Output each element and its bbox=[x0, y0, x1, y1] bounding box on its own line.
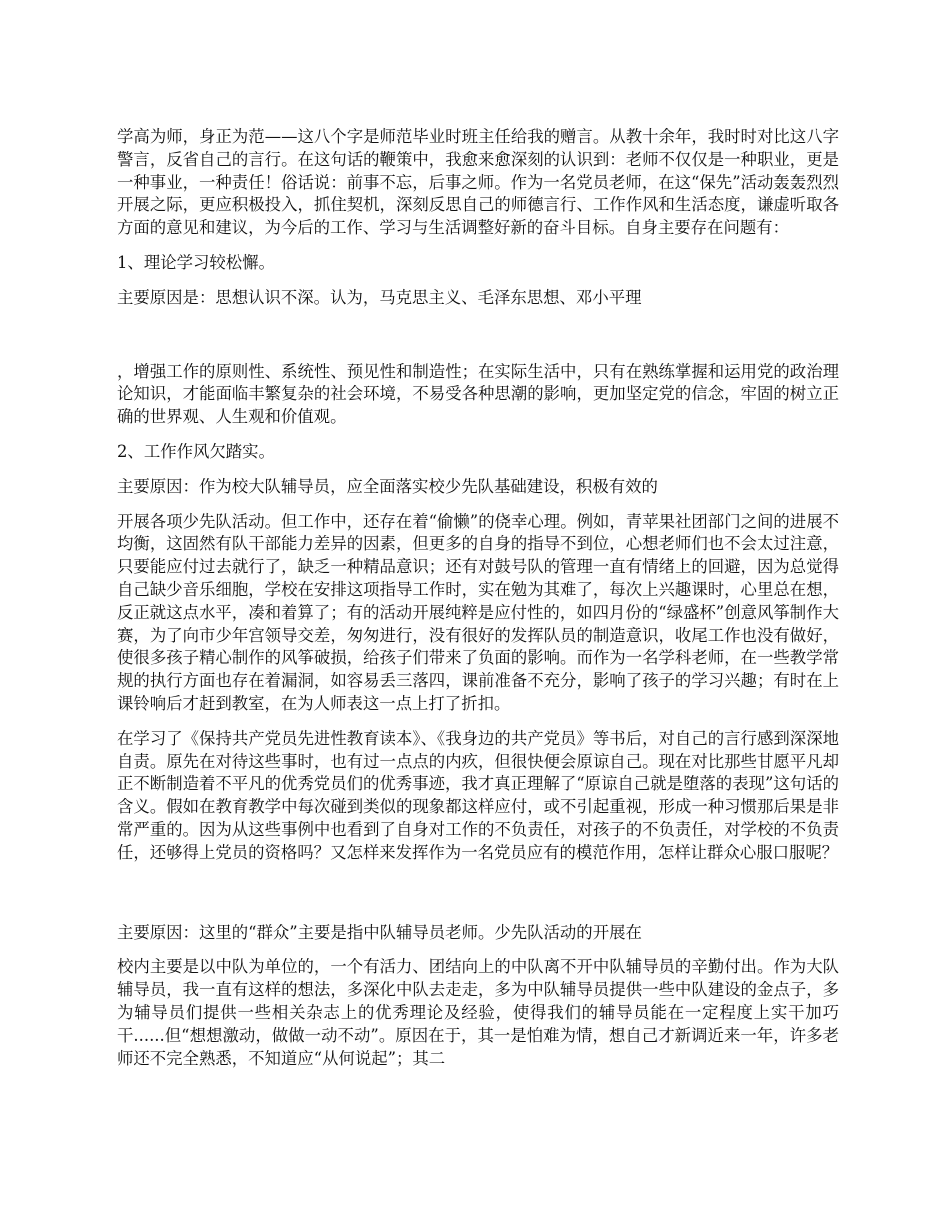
issue-3-details: 校内主要是以中队为单位的，一个有活力、团结向上的中队离不开中队辅导员的辛勤付出。作为大队辅导员，我一直有这样的想法，多深化中队去走走，多为中队辅导员提供一些中队建设的金点子，多为辅导员们提供一些相关杂志上的优秀理论及经验，使得我们的辅导员能在一定程度上实干加巧干......但“想想激动，做做一动不动”。原因在于，其一是怕难为情，想自己才新调近来一年，许多老师还不完全熟悉，不知道应“从何说起”；其二 bbox=[117, 957, 839, 1068]
intro-paragraph: 学高为师，身正为范——这八个字是师范毕业时班主任给我的赠言。从教十余年，我时时对比这八字警言，反省自己的言行。在这句话的鞭策中，我愈来愈深刻的认识到：老师不仅仅是一种职业，更是一种事业，一种责任！俗话说：前事不忘，后事之师。作为一名党员老师，在这“保先”活动轰轰烈烈开展之际，更应积极投入，抓住契机，深刻反思自己的师德言行、工作作风和生活态度，谦虚听取各方面的意见和建议，为今后的工作、学习与生活调整好新的奋斗目标。自身主要存在问题有： bbox=[117, 127, 839, 238]
issue-1-reason: 主要原因是：思想认识不深。认为，马克思主义、毛泽东思想、邓小平理 bbox=[117, 287, 642, 307]
issue-2-reason: 主要原因：作为校大队辅导员，应全面落实校少先队基础建设，积极有效的 bbox=[117, 476, 658, 496]
issue-2-heading: 2、工作作风欠踏实。 bbox=[117, 441, 275, 461]
issue-1-heading: 1、理论学习较松懈。 bbox=[117, 252, 275, 272]
document-page bbox=[117, 126, 839, 1082]
issue-1-continuation: ，增强工作的原则性、系统性、预见性和制造性；在实际生活中，只有在熟练掌握和运用党的政治理论知识，才能面临丰繁复杂的社会环境，不易受各种思潮的影响，更加坚定党的信念，牢固的树立正确的世界观、人生观和价值观。 bbox=[117, 361, 839, 427]
reflection-paragraph: 在学习了《保持共产党员先进性教育读本》、《我身边的共产党员》等书后，对自己的言行感到深深地自责。原先在对待这些事时，也有过一点点的内疚，但很快便会原谅自己。现在对比那些甘愿平凡却正不断制造着不平凡的优秀党员们的优秀事迹，我才真正理解了“原谅自己就是堕落的表现”这句话的含义。假如在教育教学中每次碰到类似的现象都这样应付，或不引起重视，形成一种习惯那后果是非常严重的。因为从这些事例中也看到了自身对工作的不负责任，对孩子的不负责任，对学校的不负责任，还够得上党员的资格吗？又怎样来发挥作为一名党员应有的模范作用，怎样让群众心服口服呢？ bbox=[117, 728, 839, 862]
issue-3-reason: 主要原因：这里的“群众”主要是指中队辅导员老师。少先队活动的开展在 bbox=[117, 922, 642, 942]
issue-2-details: 开展各项少先队活动。但工作中，还存在着“偷懒”的侥幸心理。例如，青苹果社团部门之间的进展不均衡，这固然有队干部能力差异的因素，但更多的自身的指导不到位，心想老师们也不会太过注意，只要能应付过去就行了，缺乏一种精品意识；还有对鼓号队的管理一直有情绪上的回避，因为总觉得自己缺少音乐细胞，学校在安排这项指导工作时，实在勉为其难了，每次上兴趣课时，心里总在想，反正就这点水平，凑和着算了；有的活动开展纯粹是应付性的，如四月份的“绿盛杯”创意风筝制作大赛，为了向市少年宫领导交差，匆匆进行，没有很好的发挥队员的制造意识，收尾工作也没有做好，使很多孩子精心制作的风筝破损，给孩子们带来了负面的影响。而作为一名学科老师，在一些教学常规的执行方面也存在着漏洞，如容易丢三落四，课前准备不充分，影响了孩子的学习兴趣；有时在上课铃响后才赶到教室，在为人师表这一点上打了折扣。 bbox=[117, 511, 839, 713]
